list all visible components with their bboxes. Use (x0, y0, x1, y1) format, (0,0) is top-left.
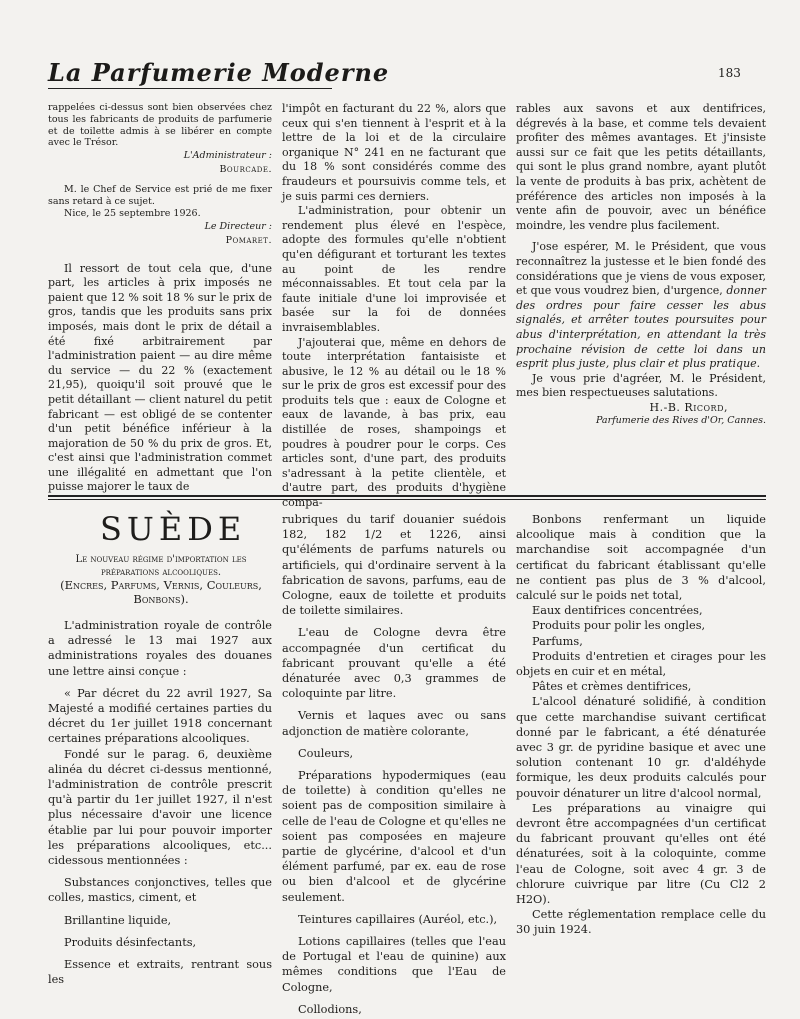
paragraph: rubriques du tarif douanier suédois 182, 182 1/2 et 1226, ainsi qu'éléments de parfums naturels ou artificiels, qui d'ordinaire servent à la fabrication de savons, parfums, eau de Cologne, eaux de toilette et produits de toilette similaires. (282, 513, 506, 618)
paragraph: Eaux dentifrices concentrées, (532, 604, 703, 618)
section-title: SUÈDE (100, 510, 247, 548)
paragraph: Collodions, (298, 1002, 362, 1016)
paragraph: rables aux savons et aux dentifrices, dégrevés à la base, et comme tels devaient profiter des mêmes avantages. Et j'insiste aussi sur ce fait que les petits détaillants, qui sont le plus grand nombre, ayant plutôt la vente de produits à bas prix, achètent de préférence des articles non imposés à la vente afin de pouvoir, avec un bénéfice moindre, les vendre plus facilement. (516, 102, 766, 232)
paragraph: J'ajouterai que, même en dehors de toute interprétation fantaisiste et abusive, le 12 % au détail ou le 18 % sur le prix de gros est excessif pour des produits tels que : eaux de Cologne et eaux de lavande, à bas prix, eau distillée de roses, shampoings et poudres à poudrer pour le corps. Ces articles sont, d'une part, des produits s'adressant à la petite clientèle, et d'autre part, des produits d'hygiène compa- (282, 335, 506, 510)
paragraph: Produits désinfectants, (64, 935, 197, 949)
signature-name: Pomaret. (225, 234, 272, 246)
paragraph: Je vous prie d'agréer, M. le Président, mes bien respectueuses salutations. (516, 371, 766, 400)
signature-role: Le Directeur : (204, 220, 272, 232)
section-divider (48, 495, 766, 497)
signature-role: L'Administrateur : (183, 150, 272, 162)
section-subtitle (48, 554, 274, 606)
bottom-left-column (48, 618, 272, 987)
paragraph: Produits d'entretien et cirages pour les objets en cuir et en métal, (516, 649, 766, 679)
paragraph: Fondé sur le parag. 6, deuxième alinéa du décret ci-dessus mentionné, l'administration de contrôle prescrit qu'à partir du 1er juillet 1927, il n'est plus nécessaire d'avoir une licence établie par lui pour pouvoir importer les préparations alcooliques, etc... cidessous mentionnées : (48, 747, 272, 868)
bottom-right-column (516, 512, 766, 938)
paragraph: Bonbons renfermant un liquide alcoolique mais à condition que la marchandise soit accompagnée d'un certificat du fabricant établissant qu'elle ne contient pas plus de 3 % d'alcool, calculé sur le poids net total, (516, 513, 766, 603)
paragraph: Produits pour polir les ongles, (532, 619, 706, 633)
journal-title: La Parfumerie Moderne (48, 58, 390, 87)
paragraph: L'administration, pour obtenir un rendement plus élevé en l'espèce, adopte des formules qu'elle n'obtient qu'en défigurant et torturant les textes au point de les rendre méconnaissables. Et tout cela par la faute initiale d'une loi improvisée et basée sur la foi de données invraisemblables. (282, 204, 506, 334)
paragraph: J'ose espérer, M. le Président, que vous reconnaîtrez la justesse et le bien fondé des considérations que je viens de vous exposer, et que vous voudrez bien, d'urgence, donner des ordres pour faire cesser les abus signalés, et arrêter toutes poursuites pour abus d'interprétation, en attendant la très prochaine révision de cette loi dans un esprit plus juste, plus clair et plus pratique. (516, 240, 766, 371)
date-line: Nice, le 25 septembre 1926. (64, 207, 201, 219)
top-left-column (48, 102, 272, 495)
paragraph: Couleurs, (298, 746, 354, 760)
bottom-middle-column (282, 512, 506, 1017)
signature-company: Parfumerie des Rives d'Or, Cannes. (595, 415, 766, 427)
top-middle-column (282, 102, 506, 511)
paragraph: Les préparations au vinaigre qui devront être accompagnées d'un certificat du fabricant prouvant qu'elles ont été dénaturées, soit à la coloquinte, comme l'eau de Cologne, soit avec 4 gr. 3 de chlorure cuivrique par litre (Cu Cl2 2 H2O). (516, 801, 766, 907)
paragraph: L'alcool dénaturé solidifié, à condition que cette marchandise suivant certificat donné par le fabricant, a été dénaturée avec 3 gr. de pyridine basique et avec une solution contenant 10 gr. d'aldéhyde formique, les deux produits calculés pour pouvoir dénaturer un litre d'alcool normal, (516, 695, 766, 800)
subtitle-line: Le nouveau régime d'importation les préparations alcooliques. (75, 554, 247, 578)
paragraph: l'impôt en facturant du 22 %, alors que ceux qui s'en tiennent à l'esprit et à la lettre de la loi et de la circulaire organique N° 241 en ne facturant que du 18 % sont considérés comme des fraudeurs et poursuivis comme tels, et je suis parmi ces derniers. (282, 102, 506, 203)
paragraph: Substances conjonctives, telles que colles, mastics, ciment, et (48, 876, 272, 905)
paragraph: Il ressort de tout cela que, d'une part, les articles à prix imposés ne paient que 12 % soit 18 % sur le prix de gros, tandis que les produits sans prix imposés, mais dont le prix de détail a été fixé arbitrairement par l'administration paient — au dire même du service — du 22 % (exactement 21,95), quoiqu'il soit prouvé que le petit détaillant — client naturel du petit fabricant — est obligé de se contenter d'un petit bénéfice inférieur à la majoration de 50 % du prix de gros. Et, c'est ainsi que l'administration commet une illégalité en admettant que l'on puisse majorer le taux de (48, 261, 272, 494)
paragraph: Essence et extraits, rentrant sous les (48, 958, 272, 987)
paragraph: Teintures capillaires (Auréol, etc.), (298, 912, 498, 926)
paragraph: L'administration royale de contrôle a adressé le 13 mai 1927 aux administrations royales des douanes une lettre ainsi conçue : (48, 619, 272, 678)
paragraph: rappelées ci-dessus sont bien observées chez tous les fabricants de produits de parfumerie et de toilette admis à se libérer en compte avec le Trésor. (48, 102, 272, 149)
page-number: 183 (718, 66, 741, 80)
paragraph: Préparations hypodermiques (eau de toilette) à condition qu'elles ne soient pas de composition similaire à celle de l'eau de Cologne et qu'elles ne soient pas composées en majeure partie de glycérine, d'alcool et d'un élément parfumé, par ex. eau de rose ou bien d'alcool et de glycérine seulement. (282, 769, 506, 904)
paragraph: Pâtes et crèmes dentifrices, (532, 680, 692, 694)
paragraph: Vernis et laques avec ou sans adjonction de matière colorante, (282, 709, 506, 738)
signature-name: H.-B. Ricord, (649, 400, 728, 414)
subtitle-line: (Encres, Parfums, Vernis, Couleurs, Bonbons). (60, 578, 262, 606)
section-divider (48, 499, 766, 500)
paragraph: M. le Chef de Service est prié de me fixer sans retard à ce sujet. (48, 184, 272, 207)
signature-name: Bourcade. (219, 164, 272, 176)
header-rule (48, 88, 332, 89)
paragraph: Parfums, (532, 634, 583, 648)
paragraph: « Par décret du 22 avril 1927, Sa Majesté a modifié certaines parties du décret du 1er juillet 1918 concernant certaines préparations alcooliques. (48, 686, 272, 746)
paragraph: Lotions capillaires (telles que l'eau de Portugal et l'eau de quinine) aux mêmes conditions que l'Eau de Cologne, (282, 935, 506, 994)
paragraph: Cette réglementation remplace celle du 30 juin 1924. (516, 908, 766, 937)
paragraph: L'eau de Cologne devra être accompagnée d'un certificat du fabricant prouvant qu'elle a été dénaturée avec 0,3 grammes de coloquinte par litre. (282, 626, 506, 701)
top-right-column (516, 102, 766, 427)
paragraph: Brillantine liquide, (64, 913, 172, 927)
